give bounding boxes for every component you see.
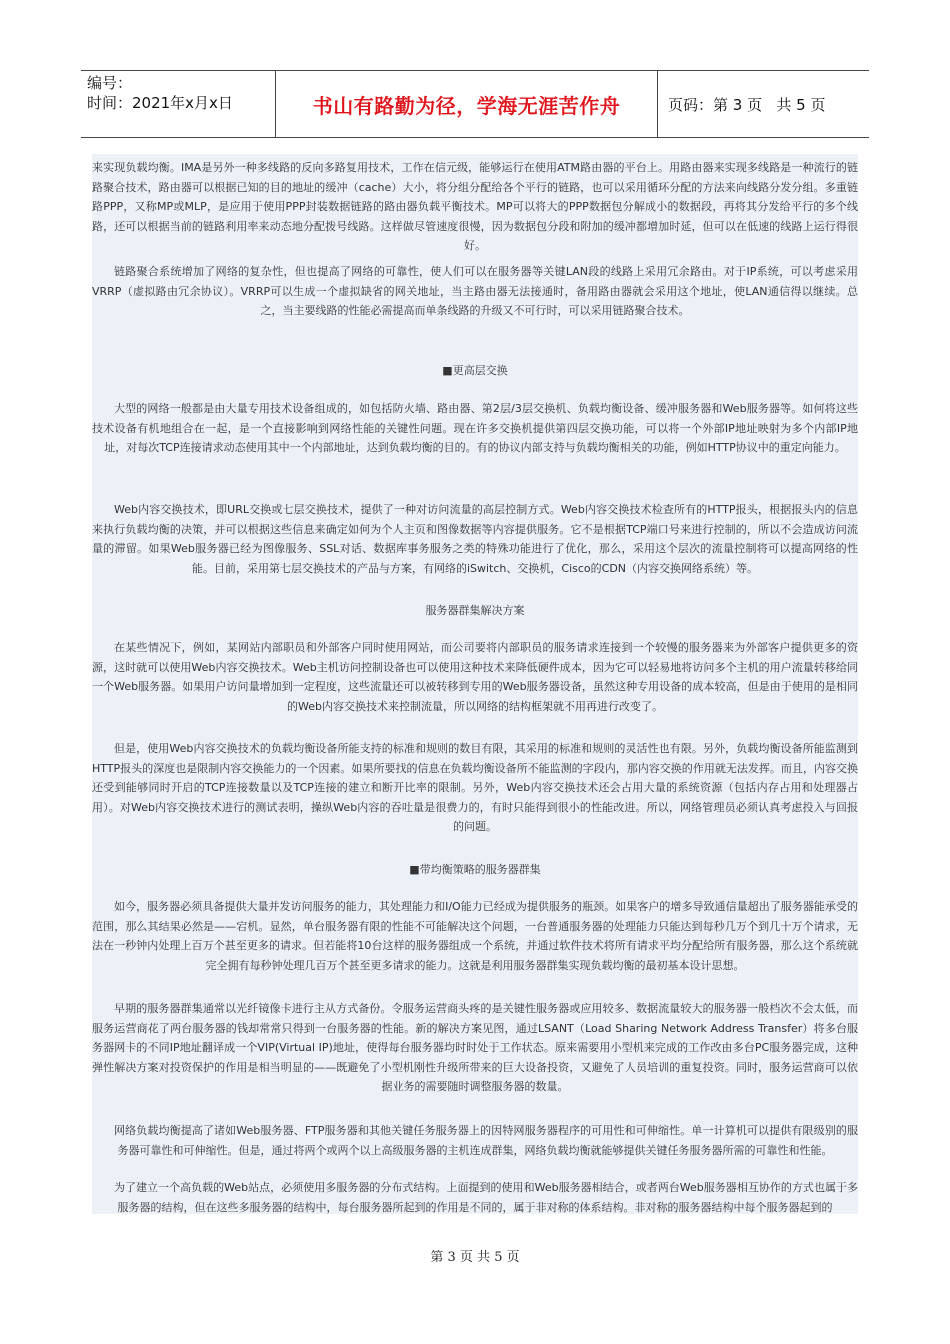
page-header xyxy=(81,70,869,138)
header-meta xyxy=(81,71,276,137)
paragraph-4: Web内容交换技术，即URL交换或七层交换技术，提供了一种对访问流量的高层控制方式。Web内容交换技术检查所有的HTTP报头，根据报头内的信息来执行负载均衡的决策，并可以根据这些信息来确定如何为个人主页和图像数据等内容提供服务。它不是根据TCP端口号来进行控制的，所以不会造成访问流量的滞留。如果Web服务器已经为图像服务、SSL对话、数据库事务服务之类的特殊功能进行了优化，那么，采用这个层次的流量控制将可以提高网络的性能。目前，采用第七层交换技术的产品与方案，有网络的iSwitch、交换机，Cisco的CDN（内容交换网络系统）等。 xyxy=(92,503,858,575)
paragraph-9: 网络负载均衡提高了诸如Web服务器、FTP服务器和其他关键任务服务器上的因特网服务器程序的可用性和可伸缩性。单一计算机可以提供有限级别的服务器可靠性和可伸缩性。但是，通过将两个或两个以上高级服务器的主机连成群集，网络负载均衡就能够提供关键任务服务器所需的可靠性和性能。 xyxy=(114,1124,858,1157)
number-label: 编号： xyxy=(87,74,133,92)
paragraph-5: 在某些情况下，例如，某网站内部职员和外部客户同时使用网站，而公司要将内部职员的服务请求连接到一个较慢的服务器来为外部客户提供更多的资源，这时就可以使用Web内容交换技术。Web主机访问控制设备也可以使用这种技术来降低硬件成本，因为它可以轻易地将访问多个主机的用户流量转移给同一个Web服务器。如果用户访问量增加到一定程度，这些流量还可以被转移到专用的Web服务器设备，虽然这种专用设备的成本较高，但是由于使用的是相同的Web内容交换技术来控制流量，所以网络的结构框架就不用再进行改变了。 xyxy=(92,641,858,713)
header-page-cell xyxy=(658,71,869,137)
page-label: 页码：第 3 页 共 5 页 xyxy=(668,95,826,114)
paragraph-2: 链路聚合系统增加了网络的复杂性，但也提高了网络的可靠性，使人们可以在服务器等关键LAN段的线路上采用冗余路由。对于IP系统，可以考虑采用VRRP（虚拟路由冗余协议）。VRRP可以生成一个虚拟缺省的网关地址，当主路由器无法接通时，备用路由器就会采用这个地址，使LAN通信得以继续。总之，当主要线路的性能必需提高而单条线路的升级又不可行时，可以采用链路聚合技术。 xyxy=(92,265,858,317)
page-footer: 第 3 页 共 5 页 xyxy=(430,1250,520,1265)
paragraph-7: 如今，服务器必须具备提供大量并发访问服务的能力，其处理能力和I/O能力已经成为提供服务的瓶颈。如果客户的增多导致通信量超出了服务器能承受的范围，那么其结果必然是——宕机。显然，单台服务器有限的性能不可能解决这个问题，一台普通服务器的处理能力只能达到每秒几万个到几十万个请求，无法在一秒钟内处理上百万个甚至更多的请求。但若能将10台这样的服务器组成一个系统，并通过软件技术将所有请求平均分配给所有服务器，那么这个系统就完全拥有每秒钟处理几百万个甚至更多请求的能力。这就是利用服务器群集实现负载均衡的最初基本设计思想。 xyxy=(92,900,858,972)
paragraph-6: 但是，使用Web内容交换技术的负载均衡设备所能支持的标准和规则的数目有限，其采用的标准和规则的灵活性也有限。另外，负载均衡设备所能监测到HTTP报头的深度也是限制内容交换能力的一个因素。如果所要找的信息在负载均衡设备所不能监测的字段内，那内容交换的作用就无法发挥。而且，内容交换还受到能够同时开启的TCP连接数量以及TCP连接的建立和断开比率的限制。另外，Web内容交换技术还会占用大量的系统资源（包括内存占用和处理器占用）。对Web内容交换技术进行的测试表明，操纵Web内容的吞吐量是很费力的，有时只能得到很小的性能改进。所以，网络管理员必须认真考虑投入与回报的问题。 xyxy=(92,742,858,833)
heading-higher-switching: ■更高层交换 xyxy=(442,364,508,377)
time-label: 时间：2021年x月x日 xyxy=(87,94,233,112)
heading-server-cluster-solution: 服务器群集解决方案 xyxy=(425,604,525,617)
document-body xyxy=(92,154,858,1214)
paragraph-3: 大型的网络一般都是由大量专用技术设备组成的，如包括防火墙、路由器、第2层/3层交换机、负载均衡设备、缓冲服务器和Web服务器等。如何将这些技术设备有机地组合在一起，是一个直接影响到网络性能的关键性问题。现在许多交换机提供第四层交换功能，可以将一个外部IP地址映射为多个内部IP地址，对每次TCP连接请求动态使用其中一个内部地址，达到负载均衡的目的。有的协议内部支持与负载均衡相关的功能，例如HTTP协议中的重定向能力。 xyxy=(92,402,858,454)
paragraph-1: 来实现负载均衡。IMA是另外一种多线路的反向多路复用技术，工作在信元级，能够运行在使用ATM路由器的平台上。用路由器来实现多线路是一种流行的链路聚合技术，路由器可以根据已知的目的地址的缓冲（cache）大小，将分组分配给各个平行的链路，也可以采用循环分配的方法来向线路分发分组。多重链路PPP，又称MP或MLP，是应用于使用PPP封装数据链路的路由器负载平衡技术。MP可以将大的PPP数据包分解成小的数据段，再将其分发给平行的多个线路，还可以根据当前的链路利用率来动态地分配拨号线路。这样做尽管速度很慢，因为数据包分段和附加的缓冲都增加时延，但可以在低速的线路上运行得很好。 xyxy=(92,161,858,252)
paragraph-8: 早期的服务器群集通常以光纤镜像卡进行主从方式备份。令服务运营商头疼的是关键性服务器或应用较多、数据流量较大的服务器一般档次不会太低，而服务运营商花了两台服务器的钱却常常只得到一台服务器的性能。新的解决方案见图，通过LSANT（Load Sharing Network Address Transfer）将多台服务器网卡的不同IP地址翻译成一个VIP(Virtual IP)地址，使得每台服务器均时时处于工作状态。原来需要用小型机来完成的工作改由多台PC服务器完成，这种弹性解决方案对投资保护的作用是相当明显的——既避免了小型机刚性升级所带来的巨大设备投资，又避免了人员培训的重复投资。同时，服务运营商可以依据业务的需要随时调整服务器的数量。 xyxy=(92,1002,858,1093)
heading-balanced-cluster: ■带均衡策略的服务器群集 xyxy=(409,863,541,876)
header-motto-cell xyxy=(276,71,658,137)
paragraph-10: 为了建立一个高负载的Web站点，必须使用多服务器的分布式结构。上面提到的使用和Web服务器相结合，或者两台Web服务器相互协作的方式也属于多服务器的结构，但在这些多服务器的结构中，每台服务器所起到的作用是不同的，属于非对称的体系结构。非对称的服务器结构中每个服务器起到的 xyxy=(114,1181,858,1214)
motto: 书山有路勤为径，学海无涯苦作舟 xyxy=(312,93,621,118)
